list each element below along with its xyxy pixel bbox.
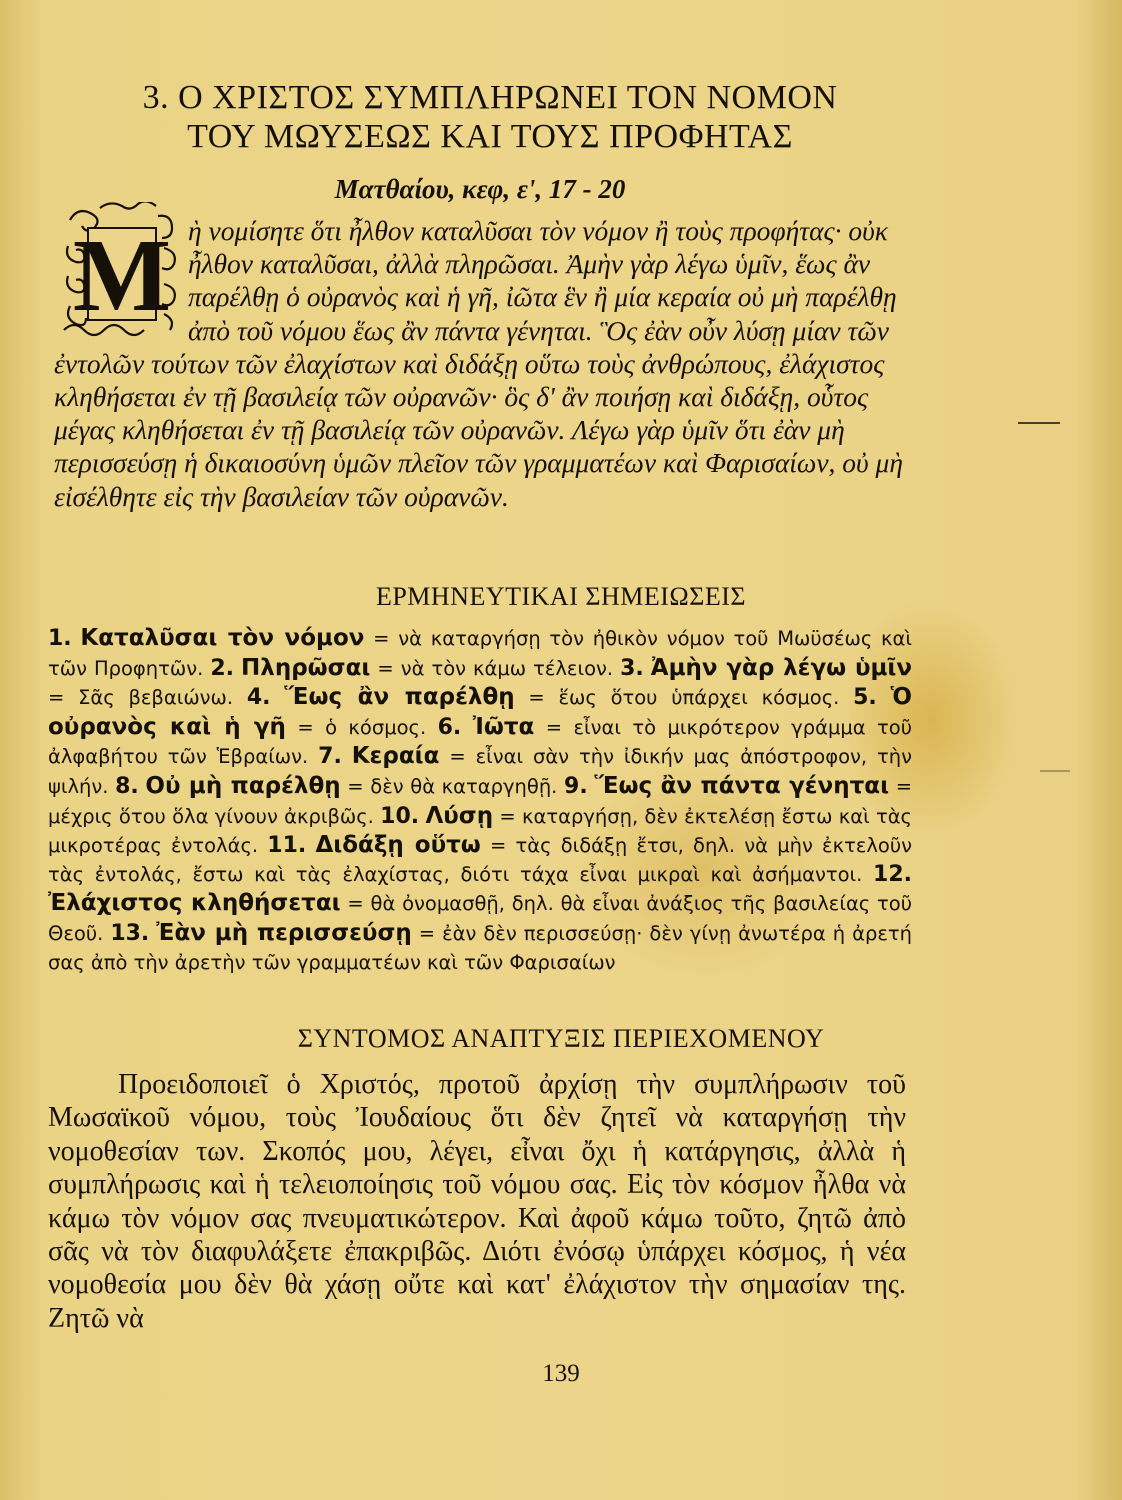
chapter-title-line-2: ΤΟΥ ΜΩΥΣΕΩΣ ΚΑΙ ΤΟΥΣ ΠΡΟΦΗΤΑΣ	[187, 118, 793, 155]
page-number: 139	[542, 1360, 580, 1387]
scripture-reference: Ματθαίου, κεφ, ε', 17 - 20	[334, 174, 626, 204]
note-item: 9. Ἕως ἂν πάντα γένηται = μέχρις ὅτου ὅλα γίνουν ἀκριβῶς.	[48, 772, 913, 828]
dropcap-letter: Μ	[72, 218, 172, 333]
summary-title: ΣΥΝΤΟΜΟΣ ΑΝΑΠΤΥΞΙΣ ΠΕΡΙΕΧΟΜΕΝΟΥ	[297, 1024, 825, 1053]
note-item: 12. Ἐλάχιστος κληθήσεται = θὰ ὀνομασθῇ, δηλ. θὰ εἶναι ἀνάξιος τῆς βασιλείας τοῦ Θεοῦ.	[48, 861, 912, 945]
note-item: 13. Ἐὰν μὴ περισσεύσῃ = ἐὰν δὲν περισσεύσῃ· δὲν γίνῃ ἀνωτέρα ἡ ἀρετή σας ἀπὸ τὴν ἀρετὴν τῶν γραμματέων καὶ τῶν Φαρισαίων	[48, 919, 912, 974]
notes-title: ΕΡΜΗΝΕΥΤΙΚΑΙ ΣΗΜΕΙΩΣΕΙΣ	[375, 582, 747, 611]
note-item: 8. Οὐ μὴ παρέλθῃ = δὲν θὰ καταργηθῇ.	[115, 772, 558, 799]
dropcap-space	[54, 214, 188, 344]
note-item: 11. Διδάξῃ οὕτω = τὰς διδάξῃ ἔτσι, δηλ. νὰ μὴν ἐκτελοῦν τὰς ἐντολάς, ἔστω καὶ τὰς ἐλαχίστας, διότι τάχα εἶναι μικραὶ καὶ ἀσήμαντοι.	[48, 832, 912, 886]
note-item: 1. Καταλῦσαι τὸν νόμον = νὰ καταργήσῃ τὸν ἠθικὸν νόμον τοῦ Μωϋσέως καὶ τῶν Προφητῶν.	[48, 625, 913, 680]
note-item: 7. Κεραία = εἶναι σὰν τὴν ἰδικήν μας ἀπόστροφον, τὴν ψιλήν.	[48, 743, 913, 798]
note-item: 4. Ἕως ἂν παρέλθῃ = ἕως ὅτου ὑπάρχει κόσμος.	[246, 684, 840, 711]
scripture-passage	[54, 214, 916, 513]
explanatory-notes	[48, 624, 912, 977]
margin-mark	[1018, 422, 1060, 424]
note-item: 2. Πληρῶσαι = νὰ τὸν κάμω τέλειον.	[210, 654, 614, 681]
scripture-text: ὴ νομίσητε ὅτι ἦλθον καταλῦσαι τὸν νόμον ἢ τοὺς προφήτας· οὐκ ἦλθον καταλῦσαι, ἀλλὰ πληρῶσαι. Ἀμὴν γὰρ λέγω ὑμῖν, ἕως ἂν παρέλθῃ ὁ οὐρανὸς καὶ ἡ γῆ, ἰῶτα ἓν ἢ μία κεραία οὐ μὴ παρέλθῃ ἀπὸ τοῦ νόμου ἕως ἂν πάντα γένηται. Ὃς ἐὰν οὖν λύσῃ μίαν τῶν ἐντολῶν τούτων τῶν ἐλαχίστων καὶ διδάξῃ οὕτω τοὺς ἀνθρώπους, ἐλάχιστος κληθήσεται ἐν τῇ βασιλείᾳ τῶν οὐρανῶν· ὃς δ' ἂν ποιήσῃ καὶ διδάξῃ, οὗτος μέγας κληθήσεται ἐν τῇ βασιλείᾳ τῶν οὐρανῶν. Λέγω γὰρ ὑμῖν ὅτι ἐὰν μὴ περισσεύσῃ ἡ δικαιοσύνη ὑμῶν πλεῖον τῶν γραμματέων καὶ Φαρισαίων, οὐ μὴ εἰσέλθητε εἰς τὴν βασιλείαν τῶν οὐρανῶν.	[54, 215, 903, 512]
note-item: 6. Ἰῶτα = εἶναι τὸ μικρότερον γράμμα τοῦ ἀλφαβήτου τῶν Ἑβραίων.	[48, 713, 912, 769]
summary-text: Προειδοποιεῖ ὁ Χριστός, προτοῦ ἀρχίσῃ τὴν συμπλήρωσιν τοῦ Μωσαϊκοῦ νόμου, τοὺς Ἰουδαίους ὅτι δὲν ζητεῖ νὰ καταργήσῃ τὴν νομοθεσίαν των. Σκοπός μου, λέγει, εἶναι ὄχι ἡ κατάργησις, ἀλλὰ ἡ συμπλήρωσις καὶ ἡ τελειοποίησις τοῦ νόμου σας. Εἰς τὸν κόσμον ἦλθα νὰ κάμω τὸν νόμον σας πνευματικώτερον. Καὶ ἀφοῦ κάμω τοῦτο, ζητῶ ἀπὸ σᾶς νὰ τὸν διαφυλάξετε ἐπακριβῶς. Διότι ἐνόσῳ ὑπάρχει κόσμος, ἡ νέα νομοθεσία μου δὲν θὰ χάσῃ οὔτε καὶ κατ' ἐλάχιστον τὴν σημασίαν της. Ζητῶ νὰ	[48, 1069, 906, 1334]
note-item: 5. Ὁ οὐρανὸς καὶ ἡ γῆ = ὁ κόσμος.	[48, 684, 912, 740]
note-item: 3. Ἀμὴν γὰρ λέγω ὑμῖν = Σᾶς βεβαιώνω.	[48, 654, 913, 710]
chapter-title-line-1: 3. Ο ΧΡΙΣΤΟΣ ΣΥΜΠΛΗΡΩΝΕΙ ΤΟΝ ΝΟΜΟΝ	[142, 79, 838, 116]
note-item: 10. Λύσῃ = καταργήσῃ, δὲν ἐκτελέσῃ ἔστω καὶ τὰς μικροτέρας ἐντολάς.	[48, 802, 913, 858]
chapter-title	[130, 78, 850, 156]
margin-mark	[1040, 770, 1070, 772]
